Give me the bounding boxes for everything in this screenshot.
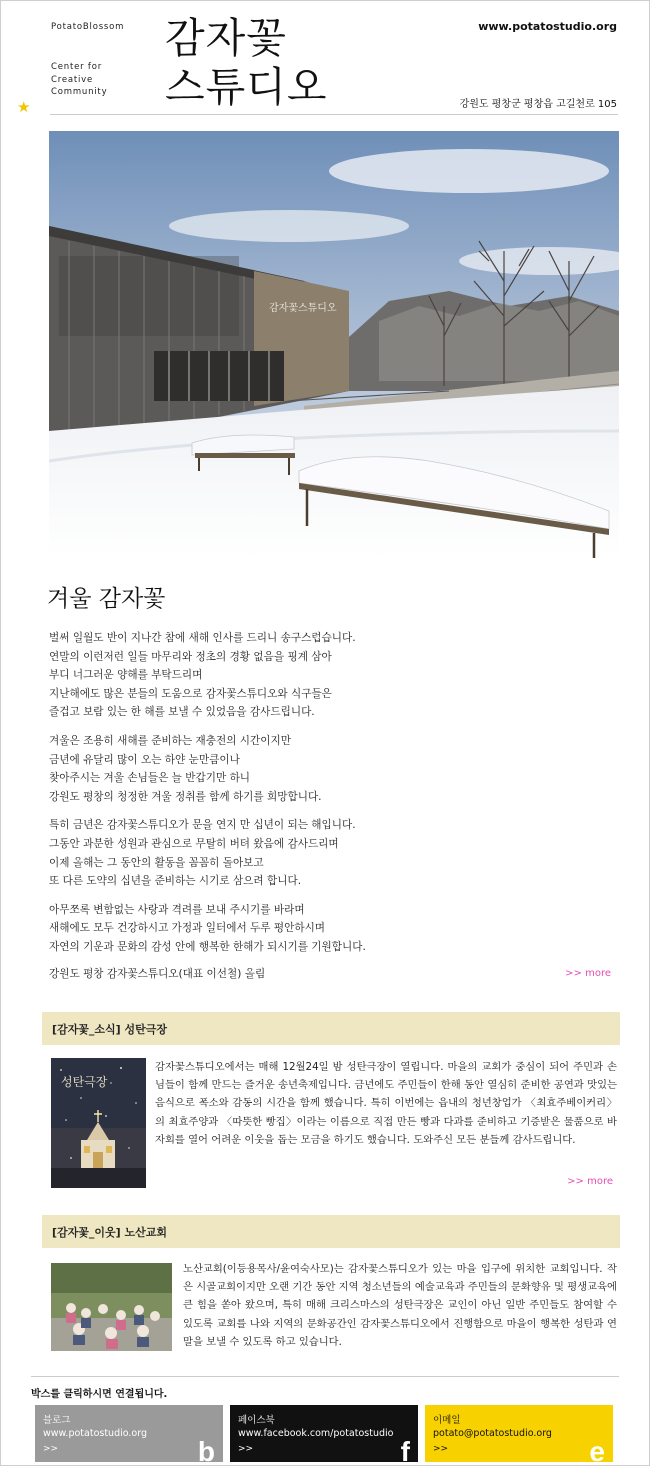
news-section-header [42, 1012, 620, 1045]
letter-paragraph: 아무쪼록 변함없는 사랑과 격려를 보내 주시기를 바라며 새해에도 모두 건강하시고 가정과 일터에서 두루 평안하시며 자연의 기운과 문화의 감성 안에 행복한 한해가 되시기를 기원합니다. [49, 903, 366, 953]
blog-url: www.potatostudio.org [43, 1428, 147, 1439]
svg-text:감자꽃스튜디오: 감자꽃스튜디오 [269, 303, 337, 314]
address: 강원도 평창군 평창읍 고길천로 105 [459, 99, 617, 110]
blog-arrow: >> [43, 1444, 59, 1454]
christmas-theater-poster[interactable] [51, 1058, 146, 1188]
blog-label: 블로그 [43, 1415, 71, 1426]
email-arrow: >> [433, 1444, 449, 1454]
poster-title: 성탄극장 [61, 1075, 108, 1089]
email-link-box[interactable] [425, 1405, 613, 1462]
neighbor-section-title: [감자꽃_이웃] 노산교회 [52, 1226, 168, 1239]
neighbor-body: 노산교회(이등용목사/윤여숙사모)는 감자꽃스튜디오가 있는 마을 입구에 위치한 교회입니다. 작은 시골교회이지만 오랜 기간 동안 지역 청소년들의 예술교육과 주민들의 문화향유 및 평생교육에 큰 힘을 쏟아 왔으며, 특히 매해 크리스마스의 성탄극장은 교인이 아닌 일반 주민들도 참여할 수 있도록 교회를 나와 지역의 문화공간인 감자꽃스튜디오에서 진행함으로 마을이 행복한 성탄과 연말을 보낼 수 있도록 하고 있습니다. [183, 1263, 617, 1348]
site-url-link[interactable]: www.potatostudio.org [478, 20, 617, 33]
facebook-icon: f [400, 1436, 410, 1462]
blog-icon: b [197, 1436, 215, 1462]
facebook-label: 페이스북 [238, 1415, 275, 1426]
click-note: 박스를 클릭하시면 연결됩니다. [31, 1389, 168, 1400]
news-section-title: [감자꽃_소식] 성탄극장 [52, 1023, 168, 1036]
email-address: potato@potatostudio.org [433, 1428, 552, 1439]
tagline-line: Creative [51, 74, 94, 85]
letter-paragraph: 특히 금년은 감자꽃스튜디오가 문을 연지 만 십년이 되는 해입니다. 그동안 과분한 성원과 관심으로 무탈히 버텨 왔음에 감사드리며 이제 올해는 그 동안의 활동을 꼼꼼히 돌아보고 또 다른 도약의 십년을 준비하는 시기로 삼으려 합니다. [49, 819, 356, 888]
letter-paragraph: 벌써 일월도 반이 지나간 참에 새해 인사를 드리니 송구스럽습니다. 연말의 이런저런 일들 마무리와 정초의 경황 없음을 핑계 삼아 부디 너그러운 양해를 부탁드리며 지난해에도 많은 분들의 도움으로 감자꽃스튜디오와 식구들은 즐겁고 보람 있는 한 해를 보낼 수 있었음을 감사드립니다. [49, 632, 356, 719]
hero-photo [49, 131, 619, 558]
news-body: 감자꽃스튜디오에서는 매해 12월24일 밤 성탄극장이 열립니다. 마을의 교회가 중심이 되어 주민과 손님들이 함께 만드는 즐거운 송년축제입니다. 금년에도 주민들이 한해 동안 열심히 준비한 공연과 맛있는 음식으로 폭소와 감동의 시간을 함께 했습니다. 특히 이번에는 읍내의 청년창업가 〈최효주베이커리〉의 최효주양과 〈따뜻한 빵집〉이라는 이름으로 직접 만든 빵과 다과를 준비하고 기증받은 물품으로 바자회를 열어 어려운 이웃을 돕는 모금을 하기도 했습니다. 도와주신 모든 분들께 감사드립니다. [155, 1061, 617, 1146]
neighbor-section-header [42, 1215, 620, 1248]
star-icon: ★ [17, 98, 31, 116]
letter-more-link[interactable]: >> more [565, 968, 611, 979]
blog-link-box[interactable] [35, 1405, 223, 1462]
letter-signature: 강원도 평창 감자꽃스튜디오(대표 이선철) 올림 [49, 968, 266, 980]
letter-title: 겨울 감자꽃 [47, 586, 166, 612]
email-label: 이메일 [433, 1415, 461, 1426]
tagline [51, 61, 107, 99]
title-line-1: 감자꽃 [165, 14, 287, 62]
facebook-link-box[interactable] [230, 1405, 418, 1462]
news-more-link[interactable]: >> more [567, 1176, 613, 1187]
studio-logo-title[interactable] [165, 14, 327, 112]
email-icon: e [589, 1436, 605, 1462]
facebook-arrow: >> [238, 1444, 254, 1454]
footer-divider [31, 1376, 619, 1377]
church-event-photo[interactable] [51, 1263, 172, 1351]
letter-paragraph: 겨울은 조용히 새해를 준비하는 재충전의 시간이지만 금년에 유달리 많이 오는 하얀 눈만큼이나 찾아주시는 겨울 손님들은 늘 반갑기만 하니 강원도 평창의 청정한 겨울 정취를 함께 하기를 희망합니다. [49, 734, 322, 803]
header-divider [50, 114, 618, 115]
facebook-url: www.facebook.com/potatostudio [238, 1428, 394, 1439]
title-line-2: 스튜디오 [165, 63, 328, 111]
brand-small: PotatoBlossom [51, 22, 125, 32]
tagline-line: Community [51, 87, 108, 97]
letter-body [49, 629, 609, 967]
tagline-line: Center for [51, 62, 102, 72]
